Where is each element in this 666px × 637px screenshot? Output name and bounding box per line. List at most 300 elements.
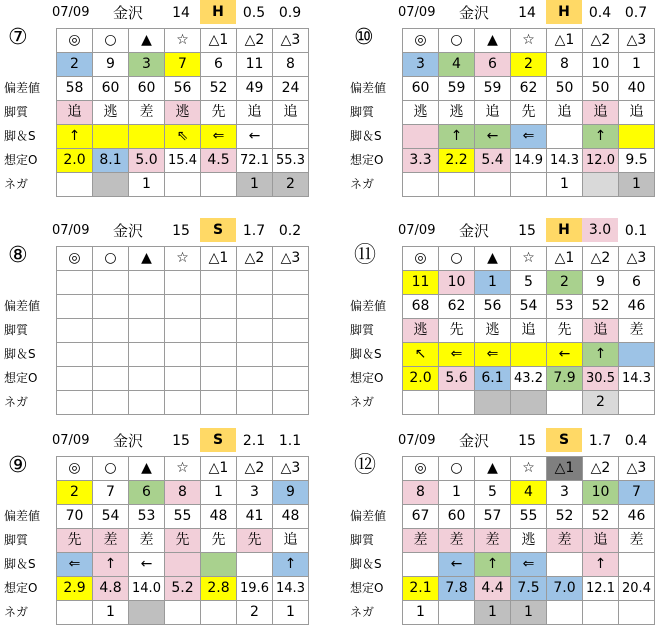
row-label: ネガ <box>4 395 29 409</box>
grid-cell <box>273 125 309 149</box>
index-value-2: 0.2 <box>278 223 302 239</box>
grid-cell: 12.1 <box>583 577 619 601</box>
grid-cell: 5.0 <box>129 149 165 173</box>
grid-cell: ← <box>475 125 511 149</box>
grid-cell: 6 <box>475 53 511 77</box>
grid-cell: 追 <box>547 101 583 125</box>
grid-cell: 54 <box>511 295 547 319</box>
grid-cell <box>129 367 165 391</box>
grid-cell: ◎ <box>57 29 93 53</box>
pace-row <box>403 553 655 577</box>
grid-cell: 49 <box>237 77 273 101</box>
grid-cell <box>57 319 93 343</box>
grid-cell <box>547 601 583 625</box>
grid-cell: △2 <box>237 457 273 481</box>
grid-cell: 先 <box>237 529 273 553</box>
grid-cell <box>57 173 93 197</box>
grid-cell: 11 <box>403 271 439 295</box>
grid-cell: 55 <box>165 505 201 529</box>
grid-cell: 逃 <box>475 319 511 343</box>
deviation-row <box>57 77 309 101</box>
grid-cell <box>547 553 583 577</box>
grid-cell: 先 <box>547 319 583 343</box>
grid-cell: 68 <box>403 295 439 319</box>
grid-cell: 逃 <box>93 101 129 125</box>
row-label: 脚質 <box>4 533 29 547</box>
index-value-2: 0.7 <box>624 5 648 21</box>
grid-cell <box>583 173 619 197</box>
grid-cell: 先 <box>511 101 547 125</box>
grid-cell <box>273 367 309 391</box>
race-no: 14 <box>518 5 536 21</box>
grid-cell <box>201 271 237 295</box>
grid-cell: ◎ <box>403 247 439 271</box>
grid-cell: 2.9 <box>57 577 93 601</box>
grid-cell: 10 <box>583 53 619 77</box>
race-header <box>346 0 666 50</box>
odds-row <box>57 367 309 391</box>
race-panel <box>0 0 320 205</box>
grid-cell: 2 <box>511 53 547 77</box>
venue-name: 金沢 <box>112 222 143 240</box>
grid-cell: ☆ <box>165 247 201 271</box>
prediction-grid <box>402 456 655 625</box>
grid-cell: 14.0 <box>129 577 165 601</box>
grid-cell <box>201 391 237 415</box>
prediction-grid <box>402 28 655 197</box>
index-value-2: 0.4 <box>624 433 648 449</box>
grid-cell: 9 <box>583 271 619 295</box>
grid-cell: 差 <box>439 529 475 553</box>
grid-cell <box>237 367 273 391</box>
deviation-row <box>57 505 309 529</box>
grid-cell: ⇐ <box>511 125 547 149</box>
grid-cell: △3 <box>273 457 309 481</box>
race-panel <box>0 428 320 633</box>
grid-cell: 20.4 <box>619 577 655 601</box>
race-number: ⑦ <box>8 25 28 50</box>
nega-row <box>403 601 655 625</box>
grid-cell: 1 <box>129 173 165 197</box>
grid-cell <box>165 391 201 415</box>
grid-cell: ↑ <box>273 553 309 577</box>
mark-row <box>57 457 309 481</box>
grid-cell: 59 <box>439 77 475 101</box>
grid-cell: 14.3 <box>619 367 655 391</box>
grid-cell: ○ <box>93 29 129 53</box>
grid-cell <box>273 319 309 343</box>
row-label: ネガ <box>350 395 375 409</box>
grid-cell <box>93 319 129 343</box>
race-header <box>0 0 320 50</box>
grid-cell: 1 <box>201 481 237 505</box>
grid-cell: ☆ <box>511 247 547 271</box>
grid-cell: 8.1 <box>93 149 129 173</box>
grid-cell: 9.5 <box>619 149 655 173</box>
grid-cell: 追 <box>475 101 511 125</box>
grid-cell <box>201 173 237 197</box>
grid-cell <box>583 601 619 625</box>
grid-cell: 60 <box>93 77 129 101</box>
mark-row <box>57 247 309 271</box>
prediction-grid <box>56 28 309 197</box>
grid-cell: 1 <box>511 601 547 625</box>
grid-cell: 7 <box>93 481 129 505</box>
grid-cell: △1 <box>547 247 583 271</box>
rank-badge: S <box>546 428 582 452</box>
grid-cell <box>93 125 129 149</box>
grid-cell <box>165 295 201 319</box>
grid-cell <box>201 319 237 343</box>
grid-cell <box>93 391 129 415</box>
grid-cell <box>475 173 511 197</box>
prediction-grid <box>56 246 309 415</box>
grid-cell: ↑ <box>475 553 511 577</box>
grid-cell: ↑ <box>583 553 619 577</box>
row-label: 脚質 <box>350 323 375 337</box>
pace-row <box>57 553 309 577</box>
grid-cell: ▲ <box>129 29 165 53</box>
running-style-row <box>403 529 655 553</box>
race-panel <box>346 428 666 633</box>
grid-cell <box>511 173 547 197</box>
grid-cell: ☆ <box>511 457 547 481</box>
grid-cell <box>273 391 309 415</box>
row-label: 脚質 <box>4 323 29 337</box>
grid-cell: 差 <box>129 529 165 553</box>
odds-row <box>403 577 655 601</box>
grid-cell: 2.0 <box>57 149 93 173</box>
deviation-row <box>57 295 309 319</box>
grid-cell: 7.0 <box>547 577 583 601</box>
grid-cell: 2.1 <box>403 577 439 601</box>
race-date: 07/09 <box>398 433 436 448</box>
race-number: ⑪ <box>354 243 377 268</box>
grid-cell: ☆ <box>165 29 201 53</box>
grid-cell: 7.5 <box>511 577 547 601</box>
grid-cell: 追 <box>273 101 309 125</box>
grid-cell <box>439 601 475 625</box>
grid-cell <box>165 319 201 343</box>
grid-cell: 70 <box>57 505 93 529</box>
grid-cell <box>165 367 201 391</box>
index-value-1: 3.0 <box>582 218 618 242</box>
grid-cell <box>237 271 273 295</box>
grid-cell: △2 <box>237 29 273 53</box>
grid-cell: △1 <box>201 457 237 481</box>
grid-cell: 19.6 <box>237 577 273 601</box>
race-date: 07/09 <box>52 5 90 20</box>
grid-cell: ○ <box>439 29 475 53</box>
race-panel <box>346 218 666 423</box>
prediction-grid <box>56 456 309 625</box>
grid-cell <box>547 391 583 415</box>
grid-cell: 差 <box>475 529 511 553</box>
grid-cell <box>93 367 129 391</box>
grid-cell: 逃 <box>511 529 547 553</box>
row-label: ネガ <box>350 605 375 619</box>
race-header <box>346 218 666 268</box>
grid-cell: ▲ <box>129 247 165 271</box>
grid-cell: 55 <box>511 505 547 529</box>
grid-cell: 41 <box>237 505 273 529</box>
grid-cell: 先 <box>57 529 93 553</box>
grid-cell: 追 <box>273 529 309 553</box>
grid-cell: ▲ <box>129 457 165 481</box>
grid-cell <box>619 125 655 149</box>
rank-badge: H <box>200 0 236 24</box>
grid-cell: 72.1 <box>237 149 273 173</box>
grid-cell <box>237 319 273 343</box>
index-value-1: 1.7 <box>242 223 266 239</box>
grid-cell <box>57 391 93 415</box>
race-date: 07/09 <box>52 223 90 238</box>
grid-cell <box>511 391 547 415</box>
grid-cell: 52 <box>583 295 619 319</box>
deviation-row <box>403 77 655 101</box>
grid-cell: 追 <box>619 101 655 125</box>
race-no: 15 <box>172 433 190 449</box>
grid-cell <box>93 173 129 197</box>
row-label: 想定O <box>350 581 384 595</box>
grid-cell: ← <box>237 125 273 149</box>
grid-cell: 60 <box>403 77 439 101</box>
grid-cell: 2.8 <box>201 577 237 601</box>
grid-cell: 先 <box>165 529 201 553</box>
grid-cell: 差 <box>129 101 165 125</box>
grid-cell <box>403 391 439 415</box>
grid-cell: ↖ <box>403 343 439 367</box>
grid-cell <box>403 173 439 197</box>
horse-number-row <box>403 481 655 505</box>
row-label: 想定O <box>350 371 384 385</box>
race-no: 15 <box>518 433 536 449</box>
row-label: 脚質 <box>350 533 375 547</box>
venue-name: 金沢 <box>458 4 489 22</box>
grid-cell: 差 <box>403 529 439 553</box>
deviation-row <box>403 505 655 529</box>
grid-cell <box>93 271 129 295</box>
grid-cell: 56 <box>165 77 201 101</box>
grid-cell: ☆ <box>511 29 547 53</box>
grid-cell: 53 <box>129 505 165 529</box>
grid-cell: 4.4 <box>475 577 511 601</box>
grid-cell: △1 <box>547 457 583 481</box>
mark-row <box>57 29 309 53</box>
venue-name: 金沢 <box>112 4 143 22</box>
odds-row <box>403 149 655 173</box>
race-date: 07/09 <box>398 223 436 238</box>
grid-cell <box>57 295 93 319</box>
row-label: 偏差値 <box>350 509 387 523</box>
row-label: ネガ <box>350 177 375 191</box>
grid-cell: 8 <box>273 53 309 77</box>
running-style-row <box>403 101 655 125</box>
grid-cell <box>129 343 165 367</box>
grid-cell: △1 <box>201 247 237 271</box>
grid-cell: ○ <box>93 457 129 481</box>
grid-cell: △2 <box>583 457 619 481</box>
row-label: 偏差値 <box>4 299 41 313</box>
grid-cell: 逃 <box>403 319 439 343</box>
grid-cell: 24 <box>273 77 309 101</box>
grid-cell <box>93 343 129 367</box>
grid-cell <box>237 343 273 367</box>
grid-cell: ↑ <box>93 553 129 577</box>
grid-cell: 追 <box>237 101 273 125</box>
grid-cell: 4.5 <box>201 149 237 173</box>
row-label: 偏差値 <box>4 81 41 95</box>
grid-cell: ← <box>129 553 165 577</box>
rank-badge: H <box>546 218 582 242</box>
grid-cell: ▲ <box>475 247 511 271</box>
grid-cell: 1 <box>93 601 129 625</box>
grid-cell: 58 <box>57 77 93 101</box>
grid-cell <box>165 271 201 295</box>
grid-cell <box>403 553 439 577</box>
pace-row <box>403 343 655 367</box>
race-number: ⑨ <box>8 453 28 478</box>
grid-cell <box>129 295 165 319</box>
grid-cell: △3 <box>619 457 655 481</box>
grid-cell: △2 <box>237 247 273 271</box>
row-label: 脚＆S <box>350 347 382 361</box>
grid-cell <box>129 319 165 343</box>
row-label: 脚＆S <box>4 129 36 143</box>
grid-cell <box>57 271 93 295</box>
grid-cell: ◎ <box>403 457 439 481</box>
mark-row <box>403 247 655 271</box>
grid-cell: ↑ <box>583 125 619 149</box>
pace-row <box>403 125 655 149</box>
grid-cell: 追 <box>583 101 619 125</box>
grid-cell: 5.2 <box>165 577 201 601</box>
grid-cell <box>129 601 165 625</box>
horse-number-row <box>403 271 655 295</box>
grid-cell <box>201 601 237 625</box>
row-label: 想定O <box>4 371 38 385</box>
grid-cell: 54 <box>93 505 129 529</box>
grid-cell: ↑ <box>439 125 475 149</box>
grid-cell: 差 <box>619 319 655 343</box>
grid-cell <box>237 391 273 415</box>
grid-cell <box>619 553 655 577</box>
index-value-2: 0.1 <box>624 223 648 239</box>
nega-row <box>57 173 309 197</box>
grid-cell: 1 <box>475 601 511 625</box>
horse-number-row <box>57 271 309 295</box>
running-style-row <box>403 319 655 343</box>
grid-cell: ↑ <box>583 343 619 367</box>
grid-cell: ⇐ <box>475 343 511 367</box>
grid-cell: ◎ <box>403 29 439 53</box>
race-number: ⑧ <box>8 243 28 268</box>
grid-cell: 52 <box>201 77 237 101</box>
index-value-2: 1.1 <box>278 433 302 449</box>
grid-cell: ◎ <box>57 457 93 481</box>
pace-row <box>57 343 309 367</box>
grid-cell: 逃 <box>439 101 475 125</box>
grid-cell <box>273 295 309 319</box>
grid-cell: 4.8 <box>93 577 129 601</box>
grid-cell: 1 <box>619 173 655 197</box>
grid-cell: 4 <box>511 481 547 505</box>
grid-cell: 6 <box>619 271 655 295</box>
grid-cell: 1 <box>439 481 475 505</box>
grid-cell: ← <box>439 553 475 577</box>
grid-cell: 8 <box>547 53 583 77</box>
race-header <box>346 428 666 478</box>
mark-row <box>403 29 655 53</box>
grid-cell: 先 <box>201 101 237 125</box>
grid-cell <box>439 173 475 197</box>
grid-cell: 2 <box>547 271 583 295</box>
grid-cell <box>57 367 93 391</box>
grid-cell <box>165 601 201 625</box>
grid-cell: 14.3 <box>273 577 309 601</box>
grid-cell <box>201 295 237 319</box>
grid-cell: 43.2 <box>511 367 547 391</box>
grid-cell: 1 <box>619 53 655 77</box>
venue-name: 金沢 <box>112 432 143 450</box>
grid-cell: ○ <box>439 457 475 481</box>
grid-cell: 15.4 <box>165 149 201 173</box>
grid-cell: 3 <box>547 481 583 505</box>
row-label: 偏差値 <box>4 509 41 523</box>
grid-cell: 50 <box>583 77 619 101</box>
grid-cell: ⇐ <box>511 553 547 577</box>
grid-cell: 56 <box>475 295 511 319</box>
row-label: 脚＆S <box>350 557 382 571</box>
grid-cell: 2 <box>583 391 619 415</box>
grid-cell: 追 <box>57 101 93 125</box>
horse-number-row <box>403 53 655 77</box>
grid-cell: 8 <box>165 481 201 505</box>
odds-row <box>403 367 655 391</box>
grid-cell <box>57 601 93 625</box>
grid-cell <box>129 271 165 295</box>
grid-cell: 55.3 <box>273 149 309 173</box>
index-value-2: 0.9 <box>278 5 302 21</box>
grid-cell <box>165 343 201 367</box>
grid-cell <box>619 343 655 367</box>
grid-cell: 7.9 <box>547 367 583 391</box>
grid-cell: 1 <box>273 601 309 625</box>
race-no: 15 <box>518 223 536 239</box>
grid-cell: 3 <box>237 481 273 505</box>
grid-cell: ⇐ <box>57 553 93 577</box>
race-date: 07/09 <box>398 5 436 20</box>
grid-cell: 9 <box>273 481 309 505</box>
grid-cell <box>93 295 129 319</box>
row-label: 脚質 <box>4 105 29 119</box>
grid-cell <box>201 367 237 391</box>
grid-cell <box>237 295 273 319</box>
grid-cell: ⇖ <box>165 125 201 149</box>
grid-cell: 2.0 <box>403 367 439 391</box>
grid-cell: 7 <box>165 53 201 77</box>
grid-cell <box>129 391 165 415</box>
grid-cell: 59 <box>475 77 511 101</box>
grid-cell: 1 <box>237 173 273 197</box>
grid-cell: 48 <box>273 505 309 529</box>
race-no: 14 <box>172 5 190 21</box>
grid-cell: 57 <box>475 505 511 529</box>
grid-cell: 62 <box>439 295 475 319</box>
grid-cell: 60 <box>129 77 165 101</box>
grid-cell: 2 <box>57 53 93 77</box>
grid-cell: 62 <box>511 77 547 101</box>
